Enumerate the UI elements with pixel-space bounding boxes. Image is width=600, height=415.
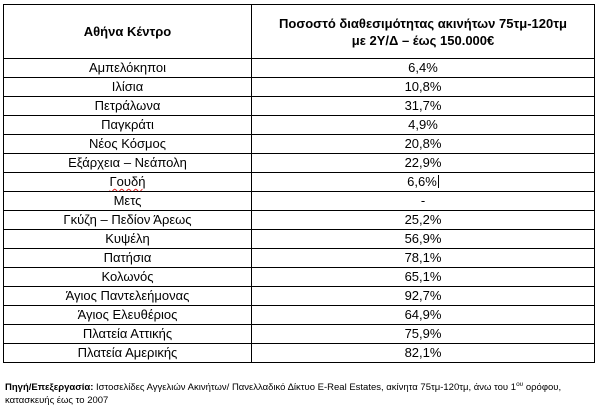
- value-cell: 56,9%: [252, 230, 595, 249]
- area-cell: Κυψέλη: [4, 230, 252, 249]
- value-cell: 92,7%: [252, 287, 595, 306]
- table-row: [4, 249, 595, 268]
- table-row: [4, 344, 595, 363]
- source-text-continued: ορόφου, κατασκευής έως το 2007: [5, 382, 562, 406]
- area-cell: Αμπελόκηποι: [4, 59, 252, 78]
- value-cell: 20,8%: [252, 135, 595, 154]
- area-cell: Γκύζη – Πεδίον Άρεως: [4, 211, 252, 230]
- header-row: [4, 5, 595, 59]
- value-cell: 65,1%: [252, 268, 595, 287]
- area-cell: Πετράλωνα: [4, 97, 252, 116]
- value-cell: 25,2%: [252, 211, 595, 230]
- table-row: [4, 192, 595, 211]
- table-row: [4, 287, 595, 306]
- area-cell: Ιλίσια: [4, 78, 252, 97]
- value-cell: 82,1%: [252, 344, 595, 363]
- area-cell: Νέος Κόσμος: [4, 135, 252, 154]
- text-cursor: [438, 175, 439, 188]
- area-cell: Παγκράτι: [4, 116, 252, 135]
- header-percentage: [252, 5, 595, 59]
- area-cell: Κολωνός: [4, 268, 252, 287]
- table-row: [4, 135, 595, 154]
- spellcheck-underlined-text: Γουδή: [109, 174, 146, 189]
- table-row: [4, 268, 595, 287]
- table-row: [4, 116, 595, 135]
- value-cell: 10,8%: [252, 78, 595, 97]
- value-cell: 75,9%: [252, 325, 595, 344]
- area-cell: Εξάρχεια – Νεάπολη: [4, 154, 252, 173]
- area-cell: Πλατεία Αμερικής: [4, 344, 252, 363]
- table-row: [4, 230, 595, 249]
- value-text: 6,6%: [407, 174, 437, 189]
- value-cell: 22,9%: [252, 154, 595, 173]
- table-row: [4, 173, 595, 192]
- table-row: [4, 325, 595, 344]
- table-row: [4, 211, 595, 230]
- source-note: [5, 381, 595, 407]
- value-cell: -: [252, 192, 595, 211]
- table-row: [4, 78, 595, 97]
- value-cell: 4,9%: [252, 116, 595, 135]
- source-text: Ιστοσελίδες Αγγελιών Ακινήτων/ Πανελλαδικό Δίκτυο E-Real Estates, ακίνητα 75τμ-120τμ, άνω του 1: [93, 382, 517, 393]
- header-area: Αθήνα Κέντρο: [4, 5, 252, 59]
- table-row: [4, 59, 595, 78]
- header-percentage-line2: με 2Υ/Δ – έως 150.000€: [351, 32, 495, 48]
- table-row: [4, 97, 595, 116]
- value-cell: 6,4%: [252, 59, 595, 78]
- area-cell: [4, 173, 252, 192]
- value-cell: 78,1%: [252, 249, 595, 268]
- table-row: [4, 154, 595, 173]
- area-cell: Μετς: [4, 192, 252, 211]
- header-percentage-line1: Ποσοστό διαθεσιμότητας ακινήτων 75τμ-120τμ: [279, 15, 567, 31]
- area-cell: Άγιος Παντελεήμονας: [4, 287, 252, 306]
- area-cell: Πλατεία Αττικής: [4, 325, 252, 344]
- value-cell: 64,9%: [252, 306, 595, 325]
- value-cell: 31,7%: [252, 97, 595, 116]
- area-cell: Πατήσια: [4, 249, 252, 268]
- source-superscript: ου: [516, 381, 524, 388]
- area-cell: Άγιος Ελευθέριος: [4, 306, 252, 325]
- source-label: Πηγή/Επεξεργασία:: [5, 382, 94, 393]
- value-cell[interactable]: [252, 173, 595, 192]
- table-row: [4, 306, 595, 325]
- availability-table: [3, 4, 595, 363]
